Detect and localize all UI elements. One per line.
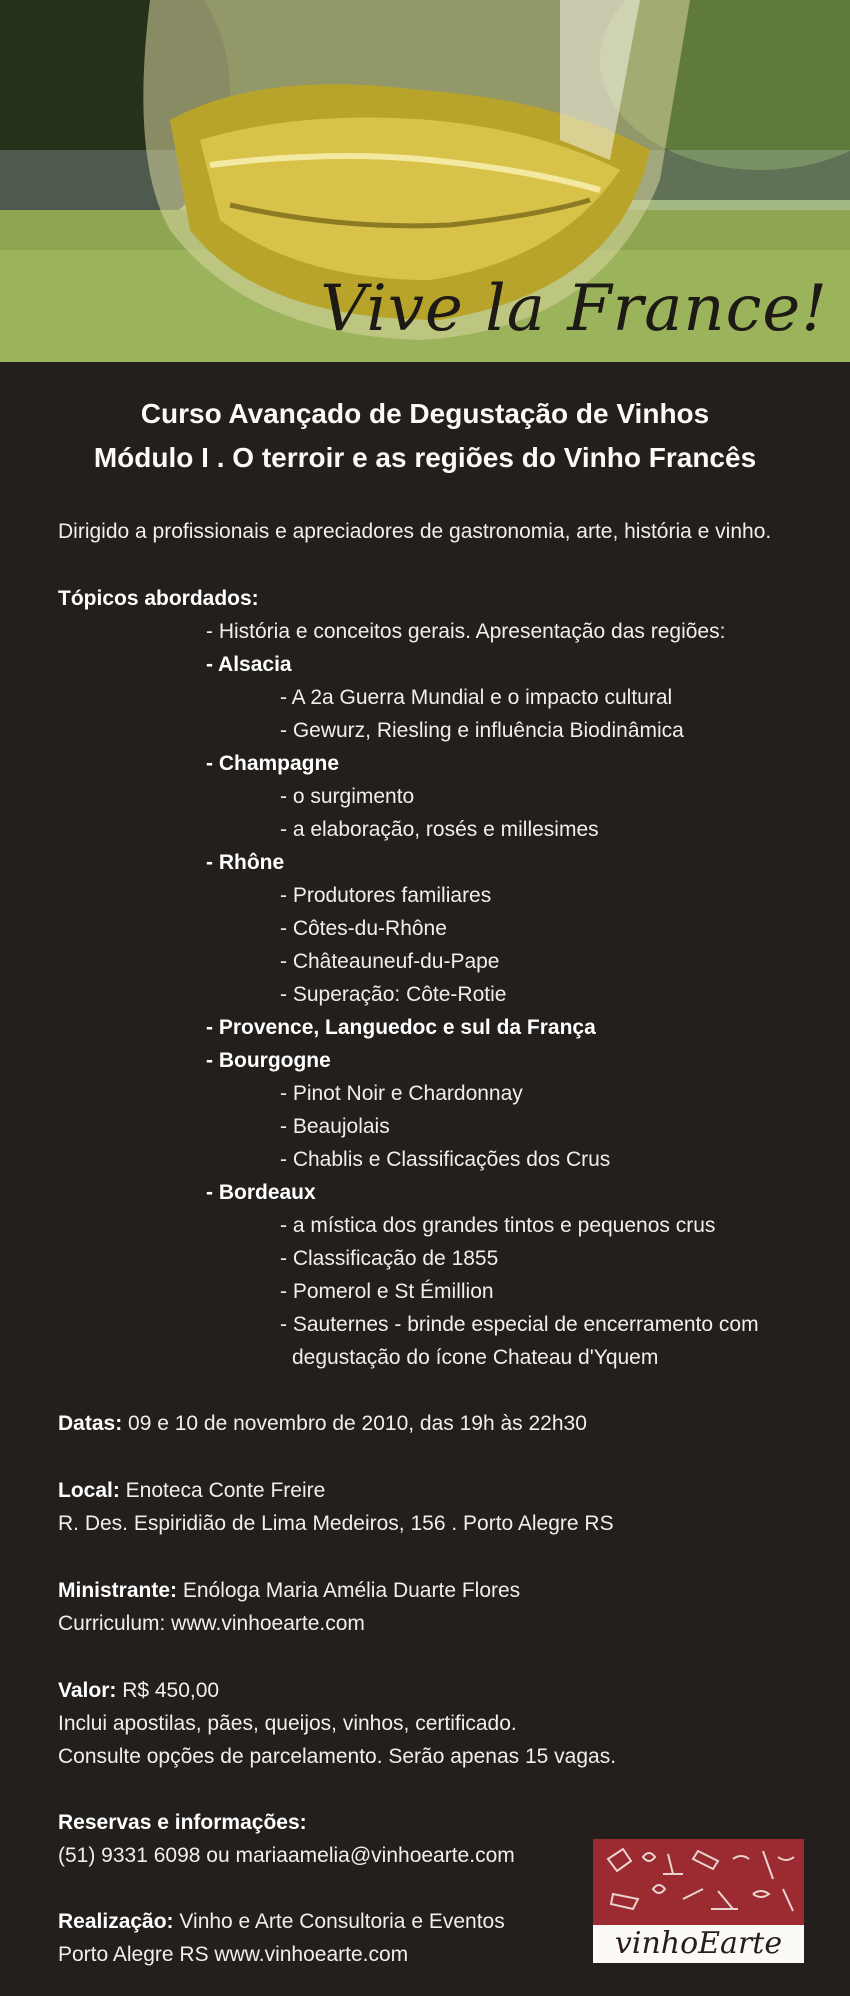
logo-wordmark: vinhoEarte [614, 1926, 783, 1961]
local-row [58, 1478, 325, 1504]
topic-item: - Côtes-du-Rhône [280, 917, 447, 940]
topic-item-continuation: degustação do ícone Chateau d'Yquem [292, 1346, 659, 1369]
course-title: Curso Avançado de Degustação de Vinhos [140, 398, 710, 429]
hero-image [0, 0, 850, 362]
price-includes: Inclui apostilas, pães, queijos, vinhos, certificado. [58, 1712, 517, 1735]
dates-label: Datas: [58, 1412, 123, 1435]
topic-item: - Sauternes - brinde especial de encerramento com [280, 1313, 759, 1336]
topic-item: - Produtores familiares [280, 884, 492, 907]
instructor-row [58, 1578, 520, 1604]
topic-provence: - Provence, Languedoc e sul da França [206, 1016, 596, 1039]
wine-bottles-icon [593, 1839, 804, 1925]
topics-label: Tópicos abordados: [58, 587, 259, 610]
price-value: R$ 450,00 [116, 1679, 220, 1702]
logo-illustration [593, 1839, 804, 1925]
local-address: R. Des. Espiridião de Lima Medeiros, 156 . Porto Alegre RS [58, 1512, 614, 1535]
curriculum-link[interactable]: Curriculum: www.vinhoearte.com [58, 1612, 365, 1635]
intro-text: Dirigido a profissionais e apreciadores de gastronomia, arte, história e vinho. [58, 520, 772, 543]
topic-item: - Superação: Côte-Rotie [280, 983, 507, 1006]
local-label: Local: [58, 1479, 120, 1502]
price-row [58, 1678, 219, 1704]
topic-item: - o surgimento [280, 785, 415, 808]
topic-item: - a mística dos grandes tintos e pequenos crus [280, 1214, 716, 1237]
topic-item: - Classificação de 1855 [280, 1247, 499, 1270]
topic-item: - Pinot Noir e Chardonnay [280, 1082, 523, 1105]
price-note: Consulte opções de parcelamento. Serão apenas 15 vagas. [58, 1745, 617, 1768]
topic-alsacia: - Alsacia [206, 653, 292, 676]
topic-item: - A 2a Guerra Mundial e o impacto cultural [280, 686, 673, 709]
topic-bordeaux: - Bordeaux [206, 1181, 316, 1204]
organizer-row [58, 1909, 505, 1935]
instructor-value: Enóloga Maria Amélia Duarte Flores [177, 1579, 521, 1602]
topic-item: - Pomerol e St Émillion [280, 1280, 494, 1303]
local-value: Enoteca Conte Freire [119, 1479, 326, 1502]
vinho-e-arte-logo [593, 1839, 804, 1963]
topic-item: - Gewurz, Riesling e influência Biodinâmica [280, 719, 684, 742]
reservations-label: Reservas e informações: [58, 1811, 307, 1834]
topic-bourgogne: - Bourgogne [206, 1049, 331, 1072]
topic-item: - a elaboração, rosés e millesimes [280, 818, 599, 841]
organizer-value: Vinho e Arte Consultoria e Eventos [173, 1910, 505, 1933]
hero-tagline: Vive la France! [320, 272, 828, 346]
organizer-label: Realização: [58, 1910, 174, 1933]
dates-value: 09 e 10 de novembro de 2010, das 19h às 22h30 [122, 1412, 587, 1435]
topic-item: - Chablis e Classificações dos Crus [280, 1148, 611, 1171]
topic-rhone: - Rhône [206, 851, 285, 874]
reservations-contact[interactable]: (51) 9331 6098 ou mariaamelia@vinhoearte.com [58, 1844, 515, 1867]
organizer-location: Porto Alegre RS www.vinhoearte.com [58, 1943, 409, 1966]
price-label: Valor: [58, 1679, 117, 1702]
topic-item: - Châteauneuf-du-Pape [280, 950, 500, 973]
topic-item: - Beaujolais [280, 1115, 390, 1138]
topic-general: - História e conceitos gerais. Apresentação das regiões: [206, 620, 726, 643]
instructor-label: Ministrante: [58, 1579, 178, 1602]
topic-champagne: - Champagne [206, 752, 340, 775]
module-title: Módulo I . O terroir e as regiões do Vinho Francês [93, 442, 757, 473]
dates-row [58, 1411, 587, 1437]
